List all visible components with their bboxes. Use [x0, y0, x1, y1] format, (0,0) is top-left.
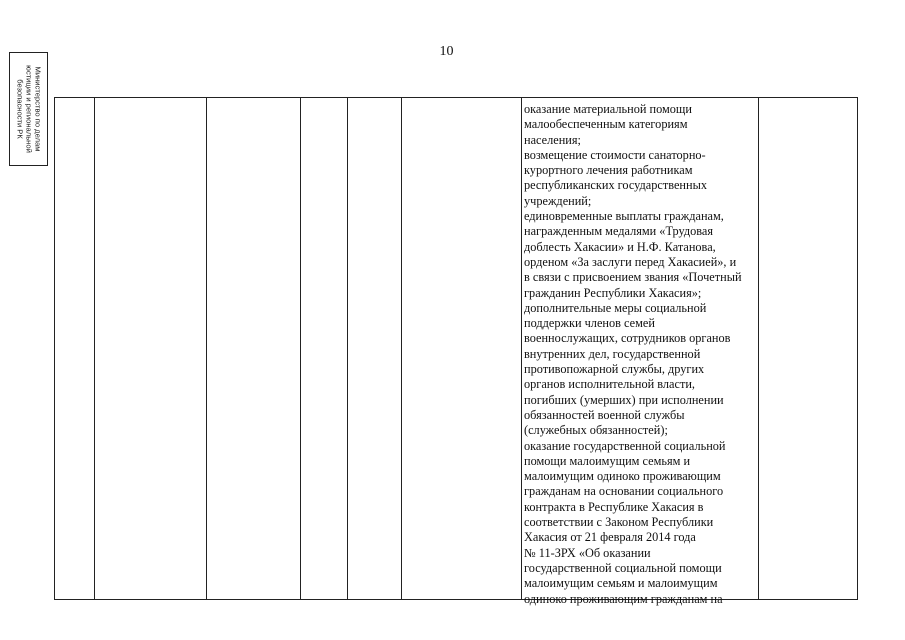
cell-line: возмещение стоимости санаторно-	[524, 147, 706, 162]
column-divider	[300, 98, 301, 599]
page-number: 10	[439, 44, 454, 59]
cell-line: оказание материальной помощи	[524, 102, 692, 116]
cell-line: органов исполнительной власти,	[524, 377, 695, 392]
measures-cell	[524, 102, 760, 607]
cell-line: Хакасия от 21 февраля 2014 года	[524, 530, 696, 545]
column-divider	[206, 98, 207, 599]
cell-line: противопожарной службы, других	[524, 362, 705, 377]
cell-line: учреждений;	[524, 193, 592, 208]
cell-line: военнослужащих, сотрудников органов	[524, 331, 731, 346]
cell-line: малообеспеченным категориям	[524, 117, 688, 132]
stamp-line: Министерство по делам	[33, 66, 42, 152]
cell-line: награжденным медалями «Трудовая	[524, 224, 714, 239]
cell-line: (служебных обязанностей);	[524, 423, 668, 438]
cell-line: курортного лечения работникам	[524, 163, 693, 178]
cell-line: № 11-ЗРХ «Об оказании	[524, 545, 651, 560]
cell-line: внутренних дел, государственной	[524, 346, 701, 361]
cell-line: поддержки членов семей	[524, 316, 655, 331]
cell-line: малоимущим семьям и малоимущим	[524, 576, 718, 591]
cell-line: населения;	[524, 132, 581, 147]
cell-line: одиноко проживающим гражданам на	[524, 591, 723, 606]
stamp-text	[15, 53, 42, 165]
cell-line: доблесть Хакасии» и Н.Ф. Катанова,	[524, 239, 716, 254]
cell-line: орденом «За заслуги перед Хакасией», и	[524, 254, 737, 269]
cell-line: оказание государственной социальной	[524, 438, 726, 453]
cell-line: помощи малоимущим семьям и	[524, 453, 691, 468]
cell-line: погибших (умерших) при исполнении	[524, 392, 724, 407]
cell-line: контракта в Республике Хакасия в	[524, 499, 704, 514]
column-divider	[521, 98, 522, 599]
ministry-stamp	[9, 52, 48, 166]
document-table	[54, 97, 858, 606]
cell-line: республиканских государственных	[524, 178, 707, 193]
column-divider	[401, 98, 402, 599]
column-divider	[347, 98, 348, 599]
cell-line: обязанностей военной службы	[524, 407, 685, 422]
cell-line: гражданам на основании социального	[524, 484, 724, 499]
cell-line: гражданин Республики Хакасия»;	[524, 285, 702, 300]
column-divider	[94, 98, 95, 599]
cell-line: малоимущим одиноко проживающим	[524, 469, 721, 484]
cell-line: соответствии с Законом Республики	[524, 515, 714, 530]
cell-line: в связи с присвоением звания «Почетный	[524, 270, 742, 285]
cell-line: дополнительные меры социальной	[524, 300, 707, 315]
stamp-line: безопасности РК	[15, 79, 24, 139]
stamp-line: юстиции и региональной	[24, 65, 33, 153]
cell-line: государственной социальной помощи	[524, 560, 722, 575]
cell-line: единовременные выплаты гражданам,	[524, 209, 724, 224]
